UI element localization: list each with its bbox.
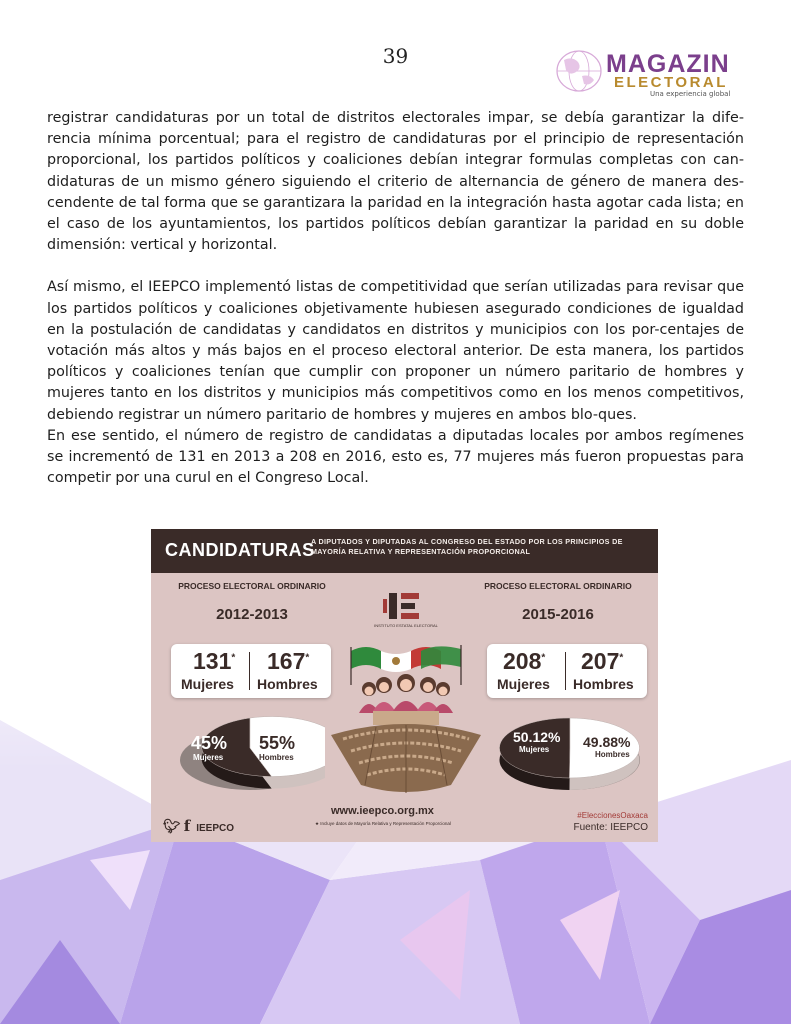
hashtag: #EleccionesOaxaca bbox=[577, 811, 648, 820]
left-count-box bbox=[171, 644, 331, 698]
right-men-label: Hombres bbox=[573, 676, 634, 692]
infographic-footnote: ★ Incluye datos de Mayoría Relativa y Representación Proporcional bbox=[315, 821, 451, 826]
paragraph-2: Así mismo, el IEEPCO implementó listas de competitividad que serían utilizadas para revisar que los partidos políticos y coaliciones objetivamente hubiesen asegurado condiciones de igualdad en la postulación de candidatas y candidatos en distritos y municipios con los por-centajes de votación más altos y más bajos en el proceso electoral anterior. De esta manera, los partidos políticos y coaliciones tenían que cumplir con proponer un número paritario de hombres y mujeres tanto en los distritos y municipios más competitivos como en los menos competitivos, debiendo registrar un número paritario de hombres y mujeres en ambos blo-ques. bbox=[47, 279, 744, 423]
social-links bbox=[163, 817, 234, 835]
article-body bbox=[47, 108, 744, 489]
congress-chamber-icon bbox=[331, 711, 481, 793]
left-women-pct-label: Mujeres bbox=[193, 753, 224, 762]
left-men-pct-label: Hombres bbox=[259, 753, 294, 762]
infographic-header bbox=[151, 529, 658, 573]
paragraph-1: registrar candidaturas por un total de distritos electorales impar, se debía garantizar la dife-rencia mínima porcentual; para el registro de candidaturas por el principio de representación proporcional, los partidos políticos y coaliciones debían integrar formulas completas con can-didaturas de un mismo género siguiendo el criterio de alternancia de género de manera des-cendente de tal forma que se garantizara la paridad en la integración hasta agotar cada lista; en el caso de los ayuntamientos, los partidos políticos debían garantizar la paridad en su doble dimensión: vertical y horizontal. bbox=[47, 110, 744, 254]
right-men-count: 207* bbox=[581, 648, 624, 674]
left-process-label: PROCESO ELECTORAL ORDINARIO bbox=[178, 581, 326, 591]
count-divider bbox=[565, 652, 566, 690]
left-women-count: 131* bbox=[193, 648, 236, 674]
page-number: 39 bbox=[382, 44, 409, 68]
right-men-pct: 49.88% bbox=[583, 734, 631, 750]
left-women-label: Mujeres bbox=[181, 676, 234, 692]
infographic-subtitle: A DIPUTADOS Y DIPUTADAS AL CONGRESO DEL ESTADO POR LOS PRINCIPIOS DE MAYORÍA RELATIVA Y REPRESENTACIÓN PROPORCIONAL bbox=[311, 537, 623, 556]
website-url[interactable]: www.ieepco.org.mx bbox=[331, 805, 434, 817]
right-women-pct: 50.12% bbox=[513, 729, 561, 745]
right-men-pct-label: Hombres bbox=[595, 750, 630, 759]
logo-name-bottom: ELECTORAL bbox=[614, 74, 728, 91]
ieepco-logo-caption: INSTITUTO ESTATAL ELECTORAL bbox=[374, 623, 438, 628]
candidaturas-infographic bbox=[151, 529, 658, 842]
logo-tagline: Una experiencia global bbox=[650, 90, 731, 98]
congress-illustration bbox=[321, 585, 491, 800]
twitter-icon[interactable]: 🐦︎ bbox=[163, 818, 181, 834]
social-handle: IEEPCO bbox=[196, 823, 235, 834]
right-process-years: 2015-2016 bbox=[522, 606, 594, 623]
left-men-label: Hombres bbox=[257, 676, 318, 692]
left-men-count: 167* bbox=[267, 648, 310, 674]
logo-name-top: MAGAZIN bbox=[606, 50, 730, 78]
left-process-years: 2012-2013 bbox=[216, 606, 288, 623]
women-figures-icon bbox=[359, 674, 453, 713]
paragraph-3: En ese sentido, el número de registro de candidatas a diputadas locales por ambos regímenes se incrementó de 131 en 2013 a 208 en 2016, esto es, 77 mujeres más fueron propuestas para competir por una curul en el Congreso Local. bbox=[47, 427, 744, 487]
infographic-title: CANDIDATURAS bbox=[165, 540, 315, 560]
right-process-label: PROCESO ELECTORAL ORDINARIO bbox=[484, 581, 632, 591]
right-count-box bbox=[487, 644, 647, 698]
ieepco-logo-icon bbox=[374, 593, 438, 628]
left-women-pct: 45% bbox=[191, 733, 228, 753]
right-women-count: 208* bbox=[503, 648, 546, 674]
right-women-pct-label: Mujeres bbox=[519, 745, 550, 754]
infographic-source: Fuente: IEEPCO bbox=[573, 822, 648, 833]
globe-icon bbox=[552, 46, 606, 94]
left-men-pct: 55% bbox=[259, 733, 296, 753]
magazin-electoral-logo bbox=[552, 44, 742, 100]
right-women-label: Mujeres bbox=[497, 676, 550, 692]
facebook-icon[interactable]: f bbox=[183, 817, 191, 835]
count-divider bbox=[249, 652, 250, 690]
